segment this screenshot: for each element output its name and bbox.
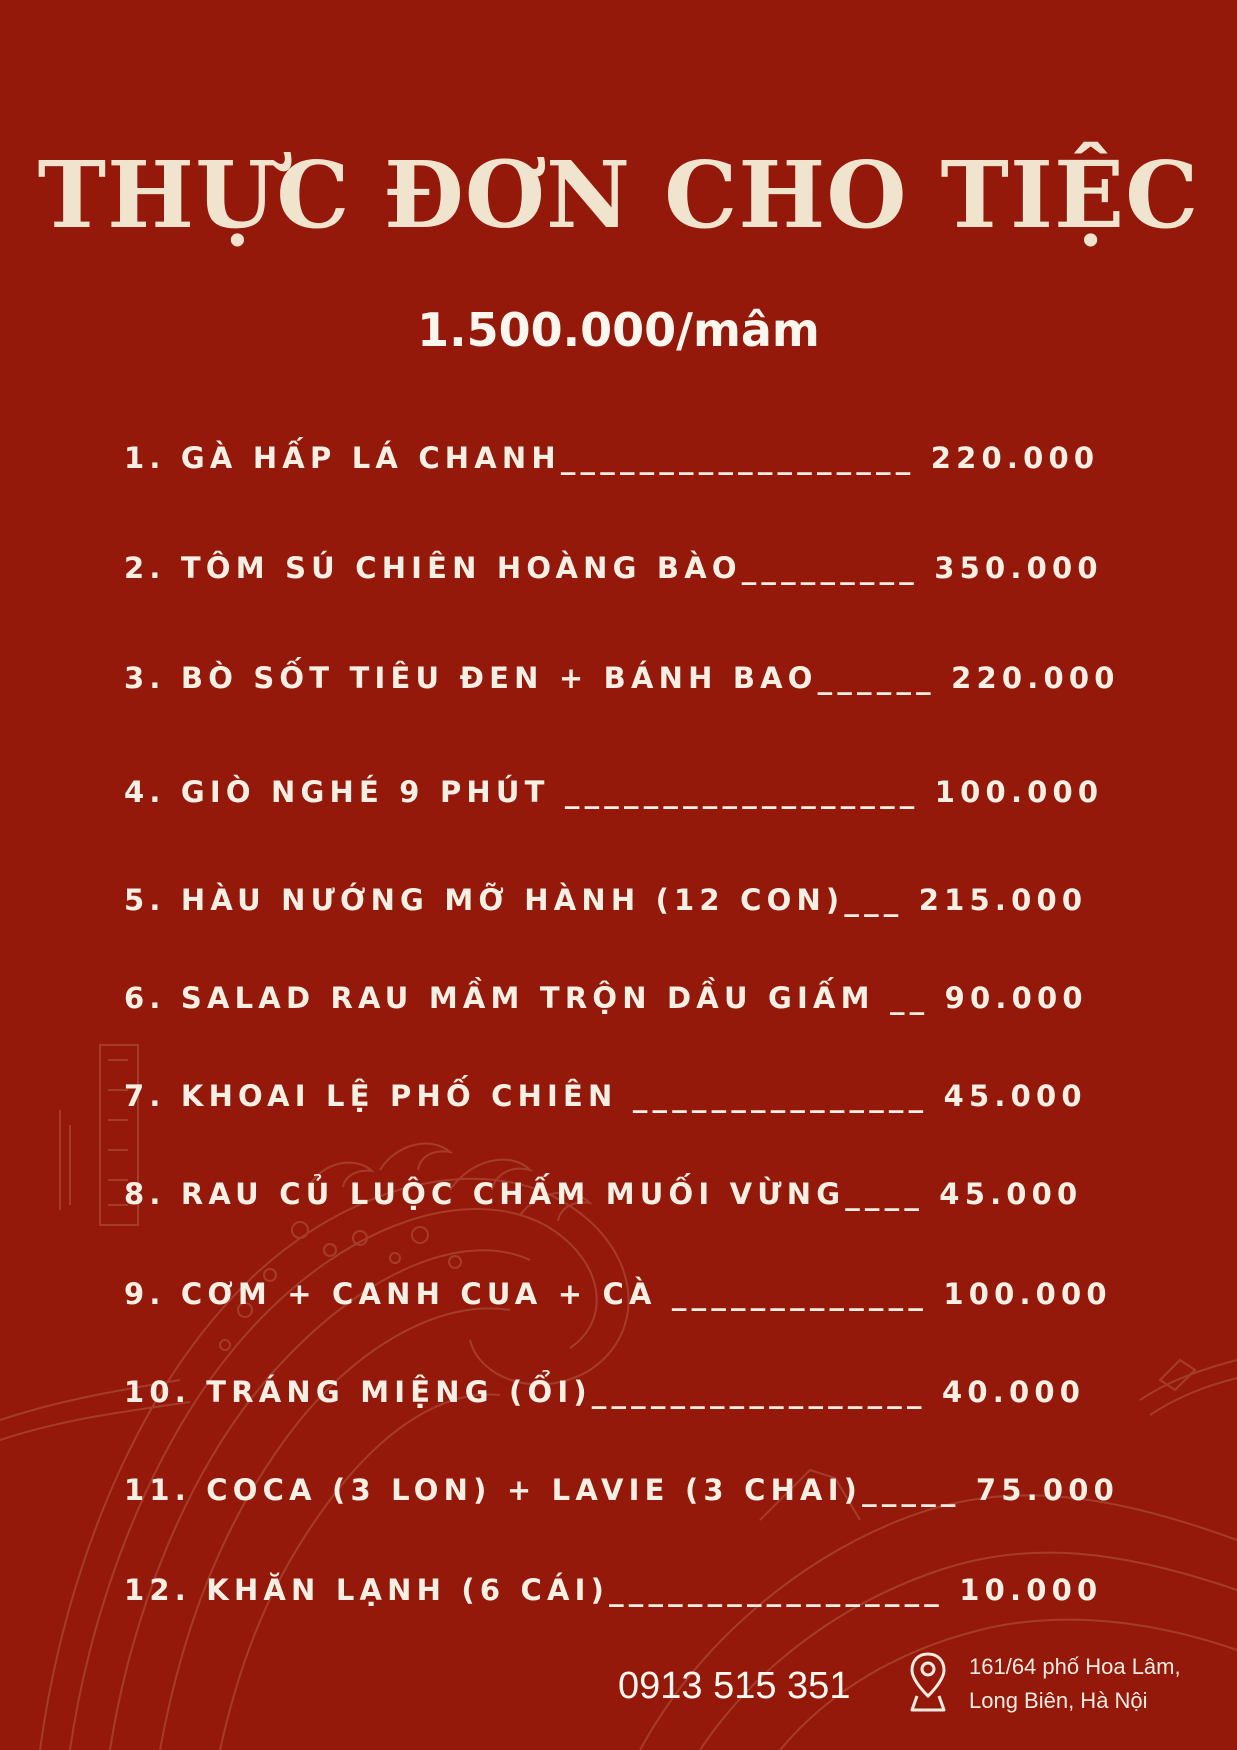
- menu-item: 7. KHOAI LỆ PHỐ CHIÊN _______________ 45.000: [124, 1079, 1087, 1113]
- set-price: 1.500.000/mâm: [417, 303, 820, 357]
- menu-item: 8. RAU CỦ LUỘC CHẤM MUỐI VỪNG____ 45.000: [124, 1177, 1083, 1211]
- location-pin-icon: [908, 1650, 948, 1714]
- phone-number[interactable]: 0913 515 351: [618, 1665, 851, 1707]
- address-line-1: 161/64 phố Hoa Lâm,: [969, 1654, 1181, 1679]
- menu-item: 9. CƠM + CANH CUA + CÀ _____________ 100.000: [124, 1277, 1112, 1311]
- menu-item: 4. GIÒ NGHÉ 9 PHÚT __________________ 100.000: [124, 775, 1104, 809]
- menu-item: 5. HÀU NƯỚNG MỠ HÀNH (12 CON)___ 215.000: [124, 883, 1088, 917]
- address: [969, 1650, 1181, 1718]
- menu-item: 11. COCA (3 LON) + LAVIE (3 CHAI)_____ 75.000: [124, 1473, 1120, 1507]
- page-title: THỰC ĐƠN CHO TIỆC: [37, 141, 1200, 249]
- menu-item: 1. GÀ HẤP LÁ CHANH__________________ 220.000: [124, 441, 1100, 475]
- menu-item: 10. TRÁNG MIỆNG (ỔI)_________________ 40.000: [124, 1375, 1086, 1409]
- menu-item: 2. TÔM SÚ CHIÊN HOÀNG BÀO_________ 350.000: [124, 551, 1103, 585]
- address-line-2: Long Biên, Hà Nội: [969, 1688, 1148, 1713]
- menu-item: 12. KHĂN LẠNH (6 CÁI)_________________ 10.000: [124, 1573, 1103, 1607]
- menu-item: 3. BÒ SỐT TIÊU ĐEN + BÁNH BAO______ 220.000: [124, 661, 1120, 695]
- menu-item: 6. SALAD RAU MẦM TRỘN DẦU GIẤM __ 90.000: [124, 981, 1088, 1015]
